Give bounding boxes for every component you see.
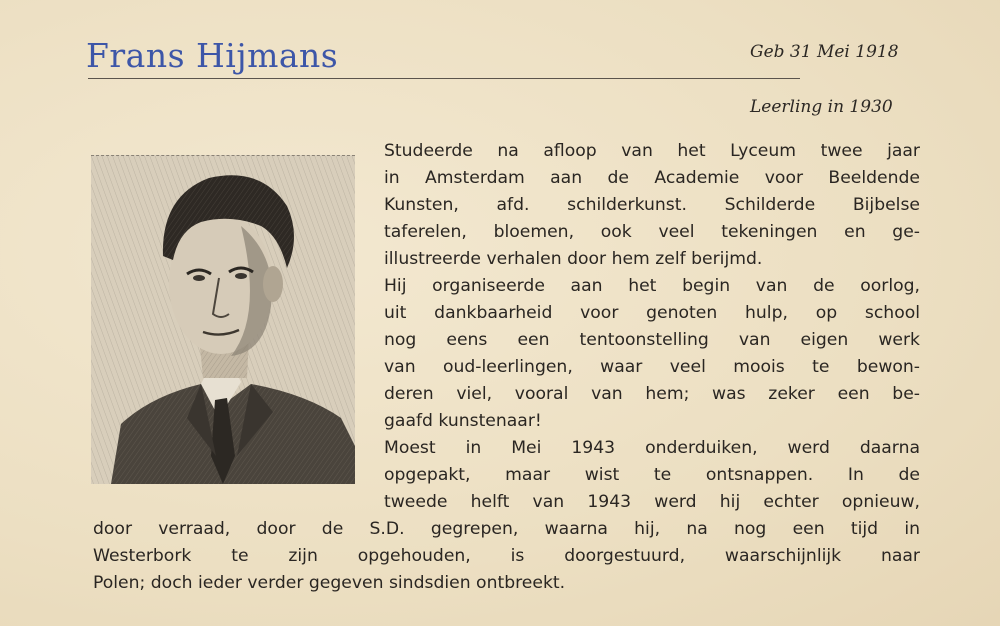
text-line: deren viel, vooral van hem; was zeker een be- [384,384,920,404]
portrait-drawing [91,155,355,484]
text-line: Studeerde na afloop van het Lyceum twee jaar [384,141,920,161]
text-line: taferelen, bloemen, ook veel tekeningen en ge- [384,222,920,242]
text-line: Hij organiseerde aan het begin van de oorlog, [384,276,920,296]
person-name: Frans Hijmans [86,36,339,75]
text-line: uit dankbaarheid voor genoten hulp, op school [384,303,920,323]
text-line: Polen; doch ieder verder gegeven sindsdien ontbreekt. [93,573,566,593]
text-line: nog eens een tentoonstelling van eigen werk [384,330,920,350]
title-rule [88,78,800,79]
text-line: Westerbork te zijn opgehouden, is doorgestuurd, waarschijnlijk naar [93,546,920,566]
text-line: tweede helft van 1943 werd hij echter opnieuw, [384,492,920,512]
text-line: Kunsten, afd. schilderkunst. Schilderde Bijbelse [384,195,920,215]
birth-date: Geb 31 Mei 1918 [750,42,899,62]
text-line: gaafd kunstenaar! [384,411,542,431]
text-line: in Amsterdam aan de Academie voor Beeldende [384,168,920,188]
text-line: van oud-leerlingen, waar veel moois te bewon- [384,357,920,377]
portrait-drawing-icon [91,156,355,484]
text-line: illustreerde verhalen door hem zelf berijmd. [384,249,763,269]
text-line: opgepakt, maar wist te ontsnappen. In de [384,465,920,485]
text-line: door verraad, door de S.D. gegrepen, waarna hij, na nog een tijd in [93,519,920,539]
text-line: Moest in Mei 1943 onderduiken, werd daarna [384,438,920,458]
pupil-year: Leerling in 1930 [750,97,893,117]
